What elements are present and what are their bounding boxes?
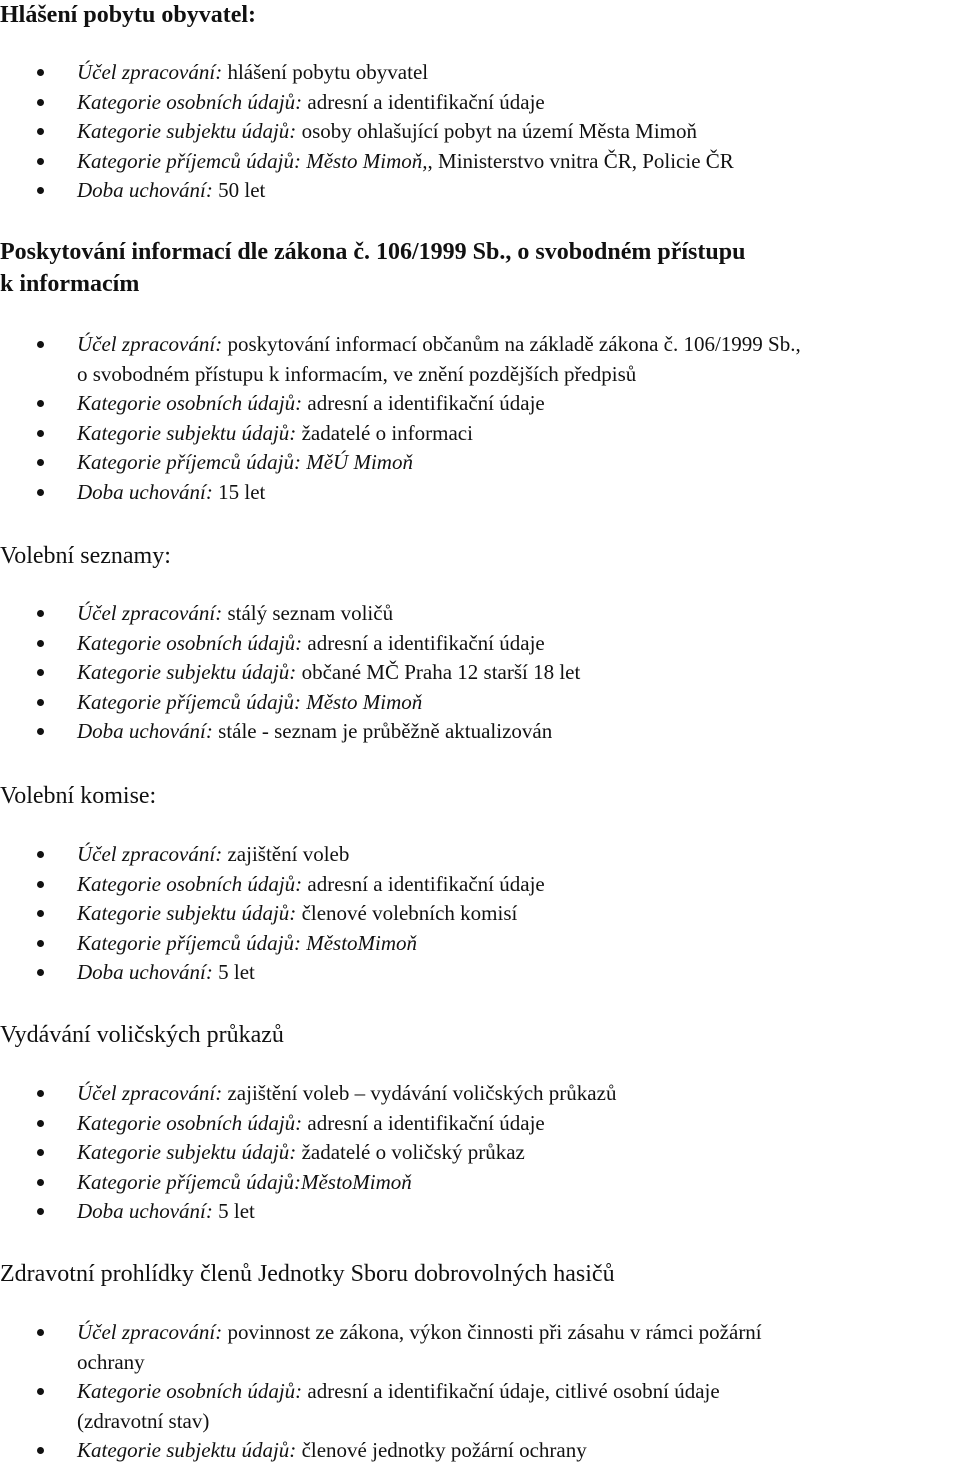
label-subject: Kategorie subjektu údajů: (77, 901, 297, 925)
value-purpose: zajištění voleb (222, 842, 350, 866)
label-subject: Kategorie subjektu údajů: (77, 1140, 297, 1164)
label-personal-data: Kategorie osobních údajů: (77, 871, 303, 896)
value-recipients: Město Mimoň (300, 689, 423, 714)
value-personal-data: adresní a identifikační údaje, citlivé osobní údaje (302, 1379, 720, 1403)
list-item-personal-data (0, 389, 960, 419)
list-item-purpose (0, 330, 960, 389)
section-list-foi (0, 330, 960, 507)
value-personal-data: adresní a identifikační údaje (302, 1110, 545, 1135)
list-item-subject (0, 658, 960, 688)
value-recipients: MěstoMimoň (300, 1169, 412, 1194)
label-purpose: Účel zpracování: (77, 601, 223, 625)
value-retention: stále - seznam je průběžně aktualizován (212, 719, 553, 743)
section-list-voter-cards (0, 1079, 960, 1227)
value-personal-data: adresní a identifikační údaje (302, 630, 545, 655)
label-recipients: Kategorie příjemců údajů: (77, 148, 301, 173)
label-purpose: Účel zpracování: (77, 1081, 223, 1105)
list-item-subject (0, 899, 960, 929)
label-retention: Doba uchování: (77, 178, 213, 202)
list-item-purpose (0, 840, 960, 870)
list-item-purpose (0, 599, 960, 629)
list-item-recipients (0, 929, 960, 959)
label-recipients: Kategorie příjemců údajů: (77, 1169, 301, 1194)
label-personal-data: Kategorie osobních údajů: (77, 1110, 303, 1135)
list-item-subject (0, 1138, 960, 1168)
label-purpose: Účel zpracování: (77, 842, 223, 866)
section-title-foi-line2: k informacím (0, 271, 140, 297)
list-item-purpose (0, 1318, 960, 1377)
value-personal-data-line2: (zdravotní stav) (77, 1408, 210, 1433)
value-retention: 5 let (212, 1199, 255, 1223)
value-subject: osoby ohlašující pobyt na území Města Mimoň (296, 119, 698, 143)
list-item-personal-data (0, 629, 960, 659)
value-recipients: MěÚ Mimoň (300, 450, 413, 474)
section-list-residence (0, 58, 960, 206)
section-title-firefighter-checkups: Zdravotní prohlídky členů Jednotky Sboru dobrovolných hasičů (0, 1261, 615, 1287)
section-title-foi-part2: , o svobodném přístupu (505, 239, 746, 265)
section-list-firefighter-checkups (0, 1318, 960, 1466)
list-item-personal-data (0, 1377, 960, 1436)
section-title-foi (0, 236, 960, 300)
value-retention: 50 let (212, 178, 266, 202)
value-recipients-emph: Město Mimoň, (300, 148, 428, 173)
list-item-personal-data (0, 1109, 960, 1139)
list-item-subject (0, 1436, 960, 1466)
section-title-election-commissions: Volební komise: (0, 783, 157, 809)
label-personal-data: Kategorie osobních údajů: (77, 1379, 303, 1403)
label-recipients: Kategorie příjemců údajů: (77, 930, 301, 955)
label-personal-data: Kategorie osobních údajů: (77, 630, 303, 655)
section-title-voter-lists: Volební seznamy: (0, 543, 171, 569)
list-item-subject (0, 419, 960, 449)
list-item-purpose (0, 58, 960, 88)
list-item-personal-data (0, 870, 960, 900)
list-item-subject (0, 117, 960, 147)
value-purpose: poskytování informací občanům na základě zákona č. 106/1999 Sb., (222, 332, 801, 356)
list-item-recipients (0, 147, 960, 177)
value-purpose: zajištění voleb – vydávání voličských průkazů (222, 1081, 617, 1105)
value-purpose: hlášení pobytu obyvatel (222, 60, 429, 84)
value-subject: žadatelé o informaci (296, 420, 473, 445)
label-recipients: Kategorie příjemců údajů: (77, 450, 301, 474)
label-retention: Doba uchování: (77, 960, 213, 984)
section-list-voter-lists (0, 599, 960, 747)
value-personal-data: adresní a identifikační údaje (302, 871, 545, 896)
value-subject: členové jednotky požární ochrany (296, 1438, 587, 1462)
value-recipients: MěstoMimoň (300, 930, 418, 955)
list-item-purpose (0, 1079, 960, 1109)
label-retention: Doba uchování: (77, 719, 213, 743)
value-purpose-line2: ochrany (77, 1349, 145, 1374)
section-title-residence: Hlášení pobytu obyvatel: (0, 2, 257, 28)
list-item-retention (0, 1197, 960, 1227)
value-subject: členové volebních komisí (296, 901, 518, 925)
value-retention: 15 let (212, 479, 266, 504)
list-item-retention (0, 958, 960, 988)
label-subject: Kategorie subjektu údajů: (77, 660, 297, 684)
value-personal-data: adresní a identifikační údaje (302, 391, 545, 415)
label-recipients: Kategorie příjemců údajů: (77, 689, 301, 714)
list-item-recipients (0, 1168, 960, 1198)
value-purpose-line2: o svobodném přístupu k informacím, ve znění pozdějších předpisů (77, 361, 637, 386)
section-title-foi-part1: Poskytování informací dle zákona č. 106/1999 Sb. (0, 239, 506, 265)
value-subject: občané MČ Praha 12 starší 18 let (296, 660, 581, 684)
label-purpose: Účel zpracování: (77, 1320, 223, 1344)
list-item-retention (0, 478, 960, 508)
value-purpose: stálý seznam voličů (222, 601, 394, 625)
value-subject: žadatelé o voličský průkaz (296, 1140, 525, 1164)
section-list-election-commissions (0, 840, 960, 988)
label-retention: Doba uchování: (77, 1199, 213, 1223)
value-personal-data: adresní a identifikační údaje (302, 89, 545, 114)
list-item-retention (0, 176, 960, 206)
value-purpose: povinnost ze zákona, výkon činnosti při zásahu v rámci požární (222, 1320, 762, 1344)
label-retention: Doba uchování: (77, 479, 213, 504)
value-retention: 5 let (212, 960, 255, 984)
label-personal-data: Kategorie osobních údajů: (77, 391, 303, 415)
label-purpose: Účel zpracování: (77, 332, 223, 356)
value-recipients: , Ministerstvo vnitra ČR, Policie ČR (427, 148, 734, 173)
label-personal-data: Kategorie osobních údajů: (77, 89, 303, 114)
section-title-voter-cards: Vydávání voličských průkazů (0, 1022, 284, 1048)
list-item-retention (0, 717, 960, 747)
label-purpose: Účel zpracování: (77, 60, 223, 84)
label-subject: Kategorie subjektu údajů: (77, 119, 297, 143)
label-subject: Kategorie subjektu údajů: (77, 420, 297, 445)
label-subject: Kategorie subjektu údajů: (77, 1438, 297, 1462)
list-item-recipients (0, 688, 960, 718)
list-item-recipients (0, 448, 960, 478)
list-item-personal-data (0, 88, 960, 118)
